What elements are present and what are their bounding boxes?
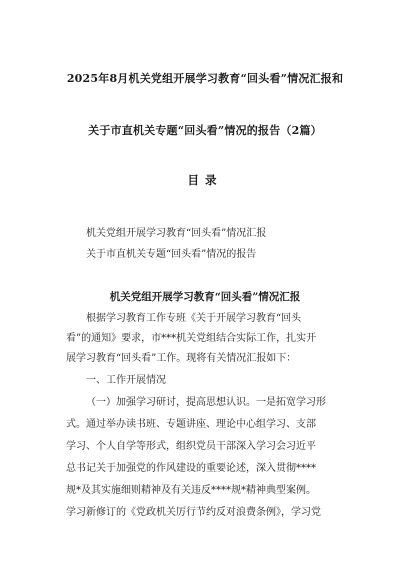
body-text-line: 展学习教育“回头看”工作。现将有关情况汇报如下： <box>66 353 297 364</box>
toc-item: 机关党组开展学习教育“回头看”情况汇报 <box>86 228 267 239</box>
body-text-line: 规*及其实施细则精神及有关违反****规*精神典型案例。 <box>66 485 316 496</box>
body-text-line: 学习、个人自学等形式，组织党员干部深入学习会习近平 <box>66 441 316 452</box>
body-text-line: 根据学习教育工作专班《关于开展学习教育“回头 <box>86 313 302 324</box>
section-title: 机关党组开展学习教育“回头看”情况汇报 <box>109 291 301 303</box>
body-text-line: 学习新修订的《党政机关厉行节约反对浪费条例》，学习党 <box>66 507 321 518</box>
toc-item: 关于市直机关专题“回头看”情况的报告 <box>86 249 257 260</box>
body-text-line: 式。通过举办读书班、专题讲座、理论中心组学习、支部 <box>66 419 316 430</box>
document-title-line-2: 关于市直机关专题“回头看”情况的报告（2篇） <box>88 124 322 137</box>
body-text-line: （一）加强学习研讨，提高思想认识。一是拓宽学习形 <box>86 397 326 408</box>
body-text-line: 看”的通知》要求，市***机关党组结合实际工作，扎实开 <box>66 333 317 344</box>
body-text-line: 总书记关于加强党的作风建设的重要论述，深入贯彻**** <box>66 463 316 474</box>
section-heading: 一、工作开展情况 <box>86 375 166 386</box>
document-title-line-1: 2025年8月机关党组开展学习教育“回头看”情况汇报和 <box>66 72 344 85</box>
toc-heading: 目录 <box>187 173 223 187</box>
